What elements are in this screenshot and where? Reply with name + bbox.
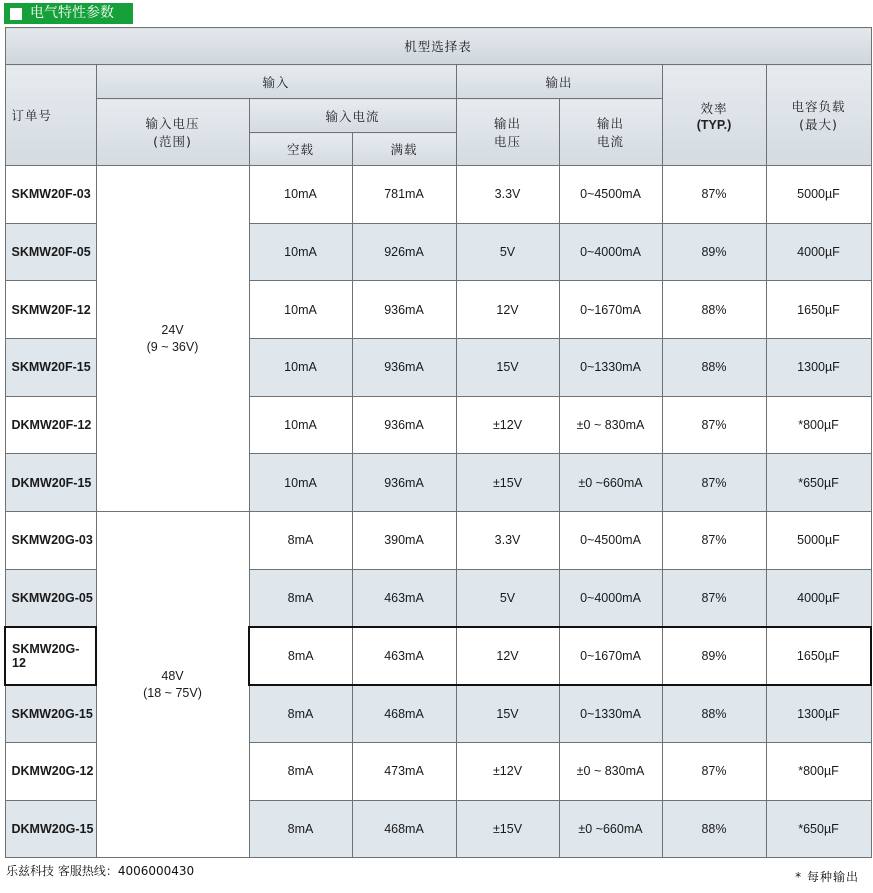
header-out-i-2: 电流 xyxy=(596,134,624,149)
cap-cell: 1650µF xyxy=(766,281,871,339)
cap-cell: *800µF xyxy=(766,742,871,800)
header-output: 输出 xyxy=(456,65,662,99)
table-row xyxy=(5,166,871,224)
full-load-cell: 473mA xyxy=(352,742,456,800)
header-out-v-1: 输出 xyxy=(493,116,521,131)
out-v-cell: 15V xyxy=(456,685,559,743)
footer-note: * 每种输出 xyxy=(795,870,859,884)
header-out-i-1: 输出 xyxy=(596,116,624,131)
no-load-cell: 10mA xyxy=(249,281,352,339)
input-voltage-cell xyxy=(96,166,249,512)
cap-cell: *650µF xyxy=(766,454,871,512)
no-load-cell: 8mA xyxy=(249,512,352,570)
full-load-cell: 463mA xyxy=(352,569,456,627)
eff-cell: 87% xyxy=(662,569,766,627)
out-i-cell: ±0 ~660mA xyxy=(559,454,662,512)
no-load-cell: 10mA xyxy=(249,454,352,512)
model-cell: DKMW20F-12 xyxy=(5,396,96,454)
out-v-cell: 3.3V xyxy=(456,166,559,224)
out-v-cell: ±15V xyxy=(456,454,559,512)
input-voltage-range: (9 ~ 36V) xyxy=(146,339,199,354)
model-cell: DKMW20G-12 xyxy=(5,742,96,800)
header-capacitive-load xyxy=(766,65,871,166)
table-title: 机型选择表 xyxy=(5,28,871,65)
header-efficiency-typ: (TYP.) xyxy=(696,117,732,132)
eff-cell: 89% xyxy=(662,627,766,685)
square-bullet-icon xyxy=(10,8,22,20)
out-v-cell: ±12V xyxy=(456,396,559,454)
header-input-voltage-range: (范围) xyxy=(153,134,192,149)
out-v-cell: 15V xyxy=(456,339,559,397)
input-voltage-value: 24V xyxy=(161,322,184,337)
eff-cell: 87% xyxy=(662,742,766,800)
section-label-text: 电气特性参数 xyxy=(30,5,114,21)
full-load-cell: 936mA xyxy=(352,281,456,339)
full-load-cell: 468mA xyxy=(352,800,456,858)
header-order-no: 订单号 xyxy=(5,65,96,166)
model-cell: SKMW20G-12 xyxy=(5,627,96,685)
full-load-cell: 468mA xyxy=(352,685,456,743)
model-cell: SKMW20G-05 xyxy=(5,569,96,627)
cap-cell: *650µF xyxy=(766,800,871,858)
section-label xyxy=(4,3,133,24)
header-output-current xyxy=(559,99,662,166)
header-input-voltage xyxy=(96,99,249,166)
cap-cell: 5000µF xyxy=(766,512,871,570)
full-load-cell: 926mA xyxy=(352,223,456,281)
header-full-load: 满载 xyxy=(352,133,456,166)
cap-cell: 5000µF xyxy=(766,166,871,224)
out-v-cell: 3.3V xyxy=(456,512,559,570)
out-i-cell: ±0 ~ 830mA xyxy=(559,742,662,800)
out-i-cell: ±0 ~ 830mA xyxy=(559,396,662,454)
out-i-cell: 0~1670mA xyxy=(559,281,662,339)
footer-hotline: 乐兹科技 客服热线：4006000430 xyxy=(6,864,195,878)
no-load-cell: 10mA xyxy=(249,339,352,397)
header-output-voltage xyxy=(456,99,559,166)
cap-cell: 1650µF xyxy=(766,627,871,685)
full-load-cell: 936mA xyxy=(352,454,456,512)
full-load-cell: 781mA xyxy=(352,166,456,224)
out-i-cell: 0~1330mA xyxy=(559,685,662,743)
no-load-cell: 10mA xyxy=(249,223,352,281)
eff-cell: 87% xyxy=(662,396,766,454)
out-i-cell: 0~4500mA xyxy=(559,512,662,570)
out-i-cell: 0~1330mA xyxy=(559,339,662,397)
cap-cell: 1300µF xyxy=(766,685,871,743)
header-efficiency-label: 效率 xyxy=(700,100,728,116)
full-load-cell: 936mA xyxy=(352,396,456,454)
out-v-cell: 5V xyxy=(456,569,559,627)
full-load-cell: 463mA xyxy=(352,627,456,685)
no-load-cell: 8mA xyxy=(249,742,352,800)
no-load-cell: 8mA xyxy=(249,800,352,858)
eff-cell: 88% xyxy=(662,281,766,339)
out-i-cell: 0~1670mA xyxy=(559,627,662,685)
out-i-cell: ±0 ~660mA xyxy=(559,800,662,858)
table-row xyxy=(5,512,871,570)
header-input: 输入 xyxy=(96,65,456,99)
eff-cell: 89% xyxy=(662,223,766,281)
model-cell: SKMW20F-05 xyxy=(5,223,96,281)
header-input-voltage-label: 输入电压 xyxy=(145,116,200,131)
eff-cell: 87% xyxy=(662,166,766,224)
eff-cell: 87% xyxy=(662,454,766,512)
out-v-cell: ±15V xyxy=(456,800,559,858)
eff-cell: 88% xyxy=(662,339,766,397)
model-cell: SKMW20F-12 xyxy=(5,281,96,339)
input-voltage-cell xyxy=(96,512,249,858)
out-i-cell: 0~4000mA xyxy=(559,569,662,627)
model-cell: DKMW20G-15 xyxy=(5,800,96,858)
full-load-cell: 936mA xyxy=(352,339,456,397)
header-efficiency xyxy=(662,65,766,166)
model-selection-table xyxy=(4,27,872,858)
out-i-cell: 0~4000mA xyxy=(559,223,662,281)
out-v-cell: 5V xyxy=(456,223,559,281)
out-v-cell: 12V xyxy=(456,281,559,339)
eff-cell: 88% xyxy=(662,800,766,858)
out-v-cell: ±12V xyxy=(456,742,559,800)
header-no-load: 空载 xyxy=(249,133,352,166)
model-cell: SKMW20F-03 xyxy=(5,166,96,224)
cap-cell: 1300µF xyxy=(766,339,871,397)
model-cell: SKMW20G-03 xyxy=(5,512,96,570)
no-load-cell: 10mA xyxy=(249,166,352,224)
header-cap-max: (最大) xyxy=(799,117,838,132)
out-v-cell: 12V xyxy=(456,627,559,685)
no-load-cell: 10mA xyxy=(249,396,352,454)
no-load-cell: 8mA xyxy=(249,569,352,627)
input-voltage-range: (18 ~ 75V) xyxy=(143,685,202,700)
header-out-v-2: 电压 xyxy=(493,134,521,149)
no-load-cell: 8mA xyxy=(249,685,352,743)
full-load-cell: 390mA xyxy=(352,512,456,570)
model-cell: SKMW20F-15 xyxy=(5,339,96,397)
model-cell: DKMW20F-15 xyxy=(5,454,96,512)
header-input-current: 输入电流 xyxy=(249,99,456,133)
model-cell: SKMW20G-15 xyxy=(5,685,96,743)
header-cap-label: 电容负载 xyxy=(791,99,846,114)
eff-cell: 88% xyxy=(662,685,766,743)
input-voltage-value: 48V xyxy=(161,668,184,683)
no-load-cell: 8mA xyxy=(249,627,352,685)
cap-cell: 4000µF xyxy=(766,223,871,281)
cap-cell: *800µF xyxy=(766,396,871,454)
eff-cell: 87% xyxy=(662,512,766,570)
cap-cell: 4000µF xyxy=(766,569,871,627)
out-i-cell: 0~4500mA xyxy=(559,166,662,224)
